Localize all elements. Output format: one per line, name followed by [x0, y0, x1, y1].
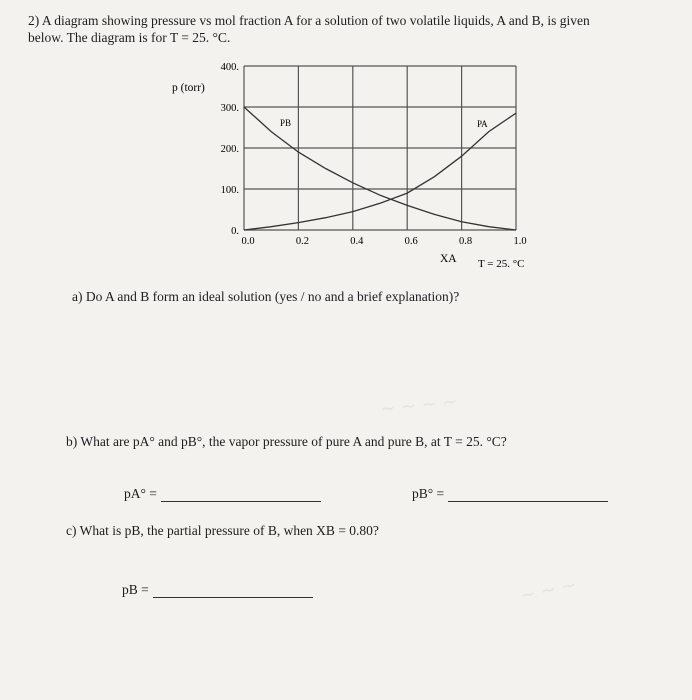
pa-answer-row — [124, 486, 321, 502]
series-line-pa — [244, 113, 516, 230]
pb-partial-answer-blank[interactable] — [153, 583, 313, 598]
x-tick-label: 0.8 — [459, 236, 473, 247]
y-tick-label: 400. — [220, 62, 239, 73]
pa-answer-blank[interactable] — [161, 487, 321, 502]
x-axis-label: XA — [440, 253, 457, 265]
series-label-pb: PB — [280, 118, 292, 128]
y-tick-label: 300. — [220, 103, 239, 114]
part-b-question: b) What are pA° and pB°, the vapor pressure of pure A and pure B, at T = 25. °C? — [66, 434, 507, 449]
y-tick-label: 100. — [220, 185, 239, 196]
x-tick-label: 0.2 — [295, 236, 309, 247]
bleed-through-marks-2: ~ ~ ~ — [518, 574, 579, 607]
chart-ticks — [221, 62, 527, 247]
x-tick-label: 0.6 — [404, 236, 418, 247]
chart-grid — [244, 66, 516, 230]
pa-answer-label: pA° = — [124, 486, 157, 501]
y-tick-label: 200. — [220, 144, 239, 155]
series-label-pa: PA — [477, 119, 488, 129]
temperature-note: T = 25. °C — [478, 258, 525, 270]
x-tick-label: 1.0 — [513, 236, 527, 247]
pressure-chart — [0, 0, 692, 290]
part-c-question: c) What is pB, the partial pressure of B, when XB = 0.80? — [66, 523, 379, 538]
pb-answer-label: pB° = — [412, 486, 445, 501]
pb-answer-row — [412, 486, 608, 502]
x-tick-label: 0.0 — [241, 236, 255, 247]
pb-partial-answer-row — [122, 582, 313, 598]
y-axis-label: p (torr) — [172, 82, 205, 94]
pb-answer-blank[interactable] — [448, 487, 608, 502]
y-tick-label: 0. — [231, 226, 239, 237]
part-a-question: a) Do A and B form an ideal solution (yes / no and a brief explanation)? — [72, 289, 460, 304]
intro-line-2: below. The diagram is for T = 25. °C. — [28, 30, 231, 45]
bleed-through-marks: ~ ~ ~ ~ — [379, 391, 459, 420]
pb-partial-answer-label: pB = — [122, 582, 149, 597]
x-tick-label: 0.4 — [350, 236, 364, 247]
intro-line-1: 2) A diagram showing pressure vs mol fraction A for a solution of two volatile liquids, A and B, is given — [28, 13, 590, 28]
